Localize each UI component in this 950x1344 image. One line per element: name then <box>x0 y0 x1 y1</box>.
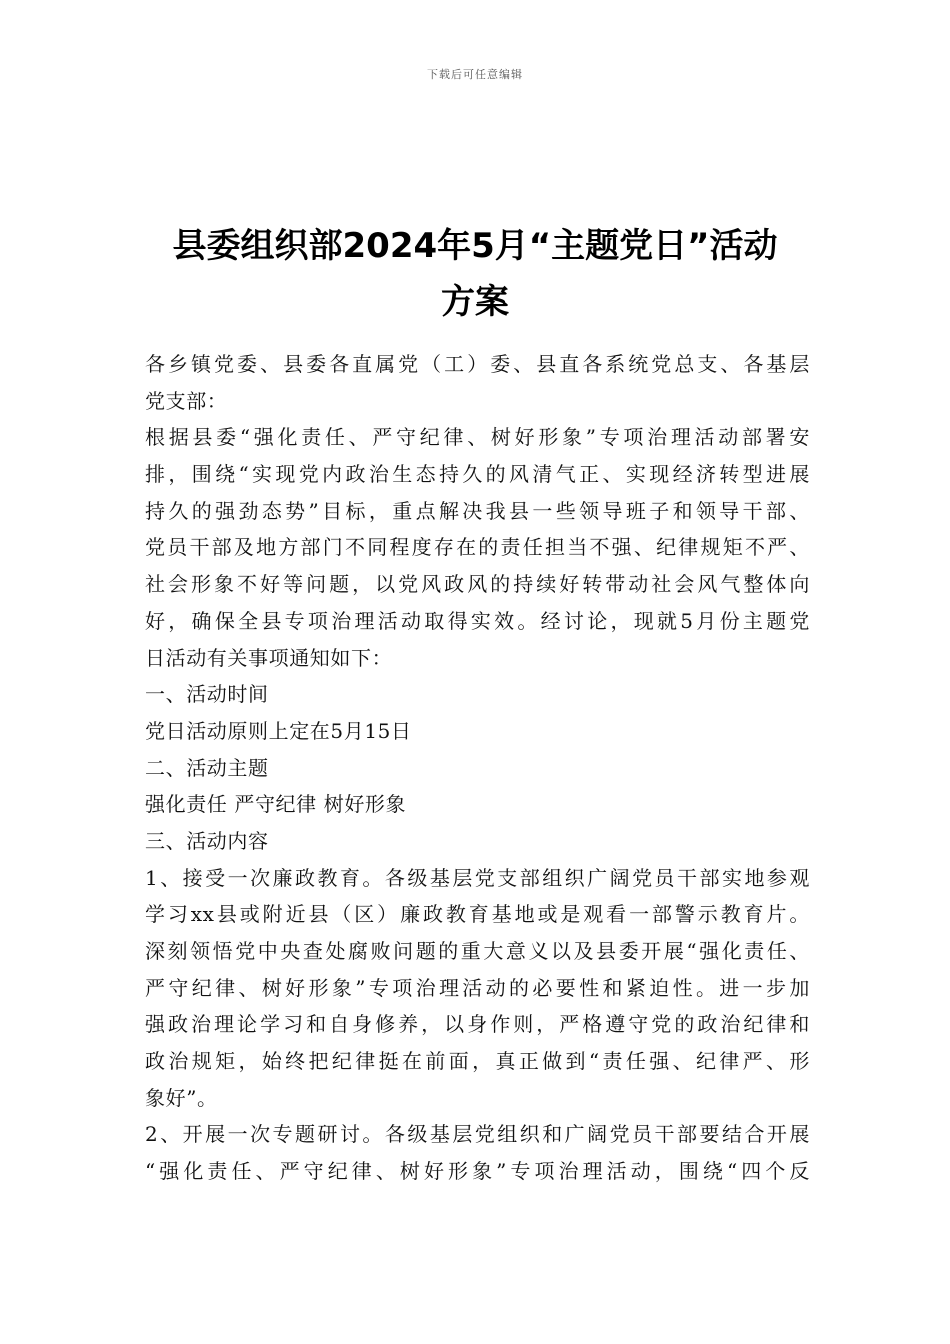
body-line: 2、开展一次专题研讨。各级基层党组织和广阔党员干部要结合开展 <box>145 1122 810 1147</box>
body-line: 党日活动原则上定在5月15日 <box>145 718 412 743</box>
body-line: 严守纪律、树好形象”专项治理活动的必要性和紧迫性。进一步加 <box>145 975 810 1000</box>
body-line: 各乡镇党委、县委各直属党（工）委、县直各系统党总支、各基层 <box>145 352 810 376</box>
body-line: 党员干部及地方部门不同程度存在的责任担当不强、纪律规矩不严、 <box>145 535 810 560</box>
body-line: 社会形象不好等问题，以党风政风的持续好转带动社会风气整体向 <box>145 572 810 597</box>
body-line: 排，围绕“实现党内政治生态持久的风清气正、实现经济转型进展 <box>145 462 810 487</box>
body-line: 深刻领悟党中央查处腐败问题的重大意义以及县委开展“强化责任、 <box>145 939 810 963</box>
body-line: 三、活动内容 <box>145 828 269 853</box>
body-line: 政治规矩，始终把纪律挺在前面，真正做到“责任强、纪律严、形 <box>145 1049 810 1074</box>
body-line: “强化责任、严守纪律、树好形象”专项治理活动，围绕“四个反 <box>145 1159 810 1184</box>
body-line: 党支部： <box>145 388 228 413</box>
body-line: 二、活动主题 <box>145 755 269 780</box>
body-line: 学习xx县或附近县（区）廉政教育基地或是观看一部警示教育片。 <box>145 902 810 927</box>
body-line: 强政治理论学习和自身修养，以身作则，严格遵守党的政治纪律和 <box>145 1012 810 1037</box>
document-title <box>140 218 810 330</box>
body-line: 强化责任 严守纪律 树好形象 <box>145 792 407 817</box>
document-body <box>145 346 810 1190</box>
body-line: 根据县委“强化责任、严守纪律、树好形象”专项治理活动部署安 <box>145 425 810 450</box>
body-line: 象好”。 <box>145 1085 218 1110</box>
title-line: 县委组织部2024年5月“主题党日”活动 <box>172 226 778 266</box>
header-note: 下载后可任意编辑 <box>427 68 523 81</box>
title-line: 方案 <box>441 282 509 322</box>
body-line: 日活动有关事项通知如下： <box>145 645 393 670</box>
body-line: 持久的强劲态势”目标，重点解决我县一些领导班子和领导干部、 <box>145 498 810 523</box>
body-line: 好，确保全县专项治理活动取得实效。经讨论，现就5月份主题党 <box>145 608 810 633</box>
body-line: 1、接受一次廉政教育。各级基层党支部组织广阔党员干部实地参观 <box>145 865 810 890</box>
body-line: 一、活动时间 <box>145 682 269 707</box>
